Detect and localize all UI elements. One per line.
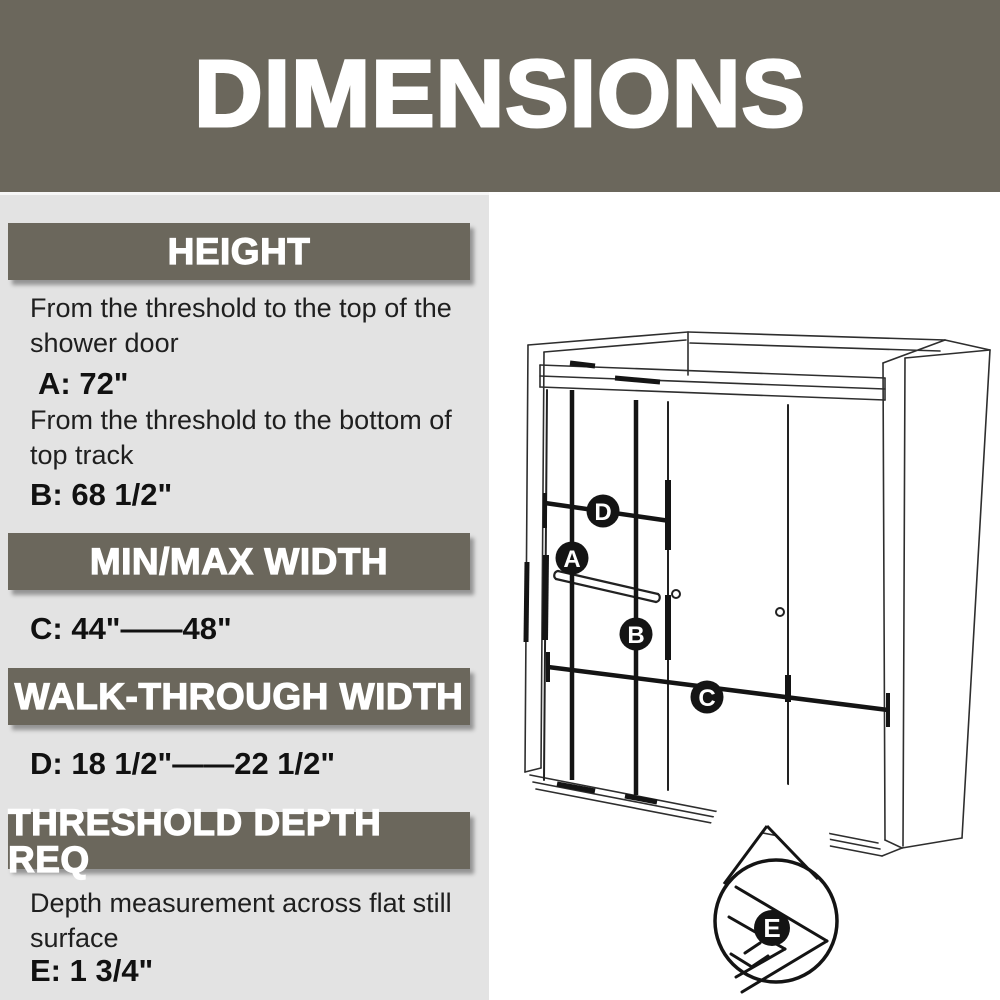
section-header-walkthrough-width — [8, 668, 470, 725]
section-header-minmax-width — [8, 533, 470, 590]
door-knobs — [672, 590, 784, 616]
label-badge-d — [587, 495, 620, 528]
height-desc-b: From the threshold to the bottom of top track — [30, 405, 452, 470]
height-value-a: A: 72" — [38, 366, 129, 401]
section-header-threshold-depth — [8, 801, 470, 880]
walkthrough-width-value-d: D: 18 1/2"——22 1/2" — [30, 746, 336, 781]
frame-accents — [526, 363, 788, 802]
label-b-text: B — [627, 622, 645, 649]
section-header-height — [8, 223, 470, 280]
label-badge-c — [691, 681, 724, 714]
section-header-minmax-width-label: MIN/MAX WIDTH — [89, 541, 389, 582]
title-banner — [0, 0, 1000, 192]
shower-enclosure-drawing — [500, 290, 1000, 1000]
label-badge-e — [754, 910, 790, 946]
label-badge-a — [556, 542, 589, 575]
minmax-width-value-c: C: 44"——48" — [30, 611, 232, 646]
label-a-text: A — [563, 546, 581, 573]
label-badge-b — [620, 618, 653, 651]
threshold-depth-value-e: E: 1 3/4" — [30, 953, 154, 988]
dimension-lines — [545, 390, 888, 795]
section-header-height-label: HEIGHT — [167, 231, 311, 272]
height-value-b: B: 68 1/2" — [30, 477, 173, 512]
label-d-text: D — [594, 499, 612, 526]
threshold-magnifier — [708, 782, 837, 992]
threshold-depth-desc: Depth measurement across flat still surface — [30, 888, 452, 953]
label-c-text: C — [698, 685, 716, 712]
height-desc-a: From the threshold to the top of the shower door — [30, 293, 452, 358]
enclosure-outline — [525, 332, 990, 856]
section-header-walkthrough-width-label: WALK-THROUGH WIDTH — [14, 676, 464, 717]
label-e-text: E — [763, 913, 781, 943]
section-header-threshold-depth-label: THRESHOLD DEPTH REQ — [8, 801, 382, 880]
page-title: DIMENSIONS — [194, 40, 806, 147]
